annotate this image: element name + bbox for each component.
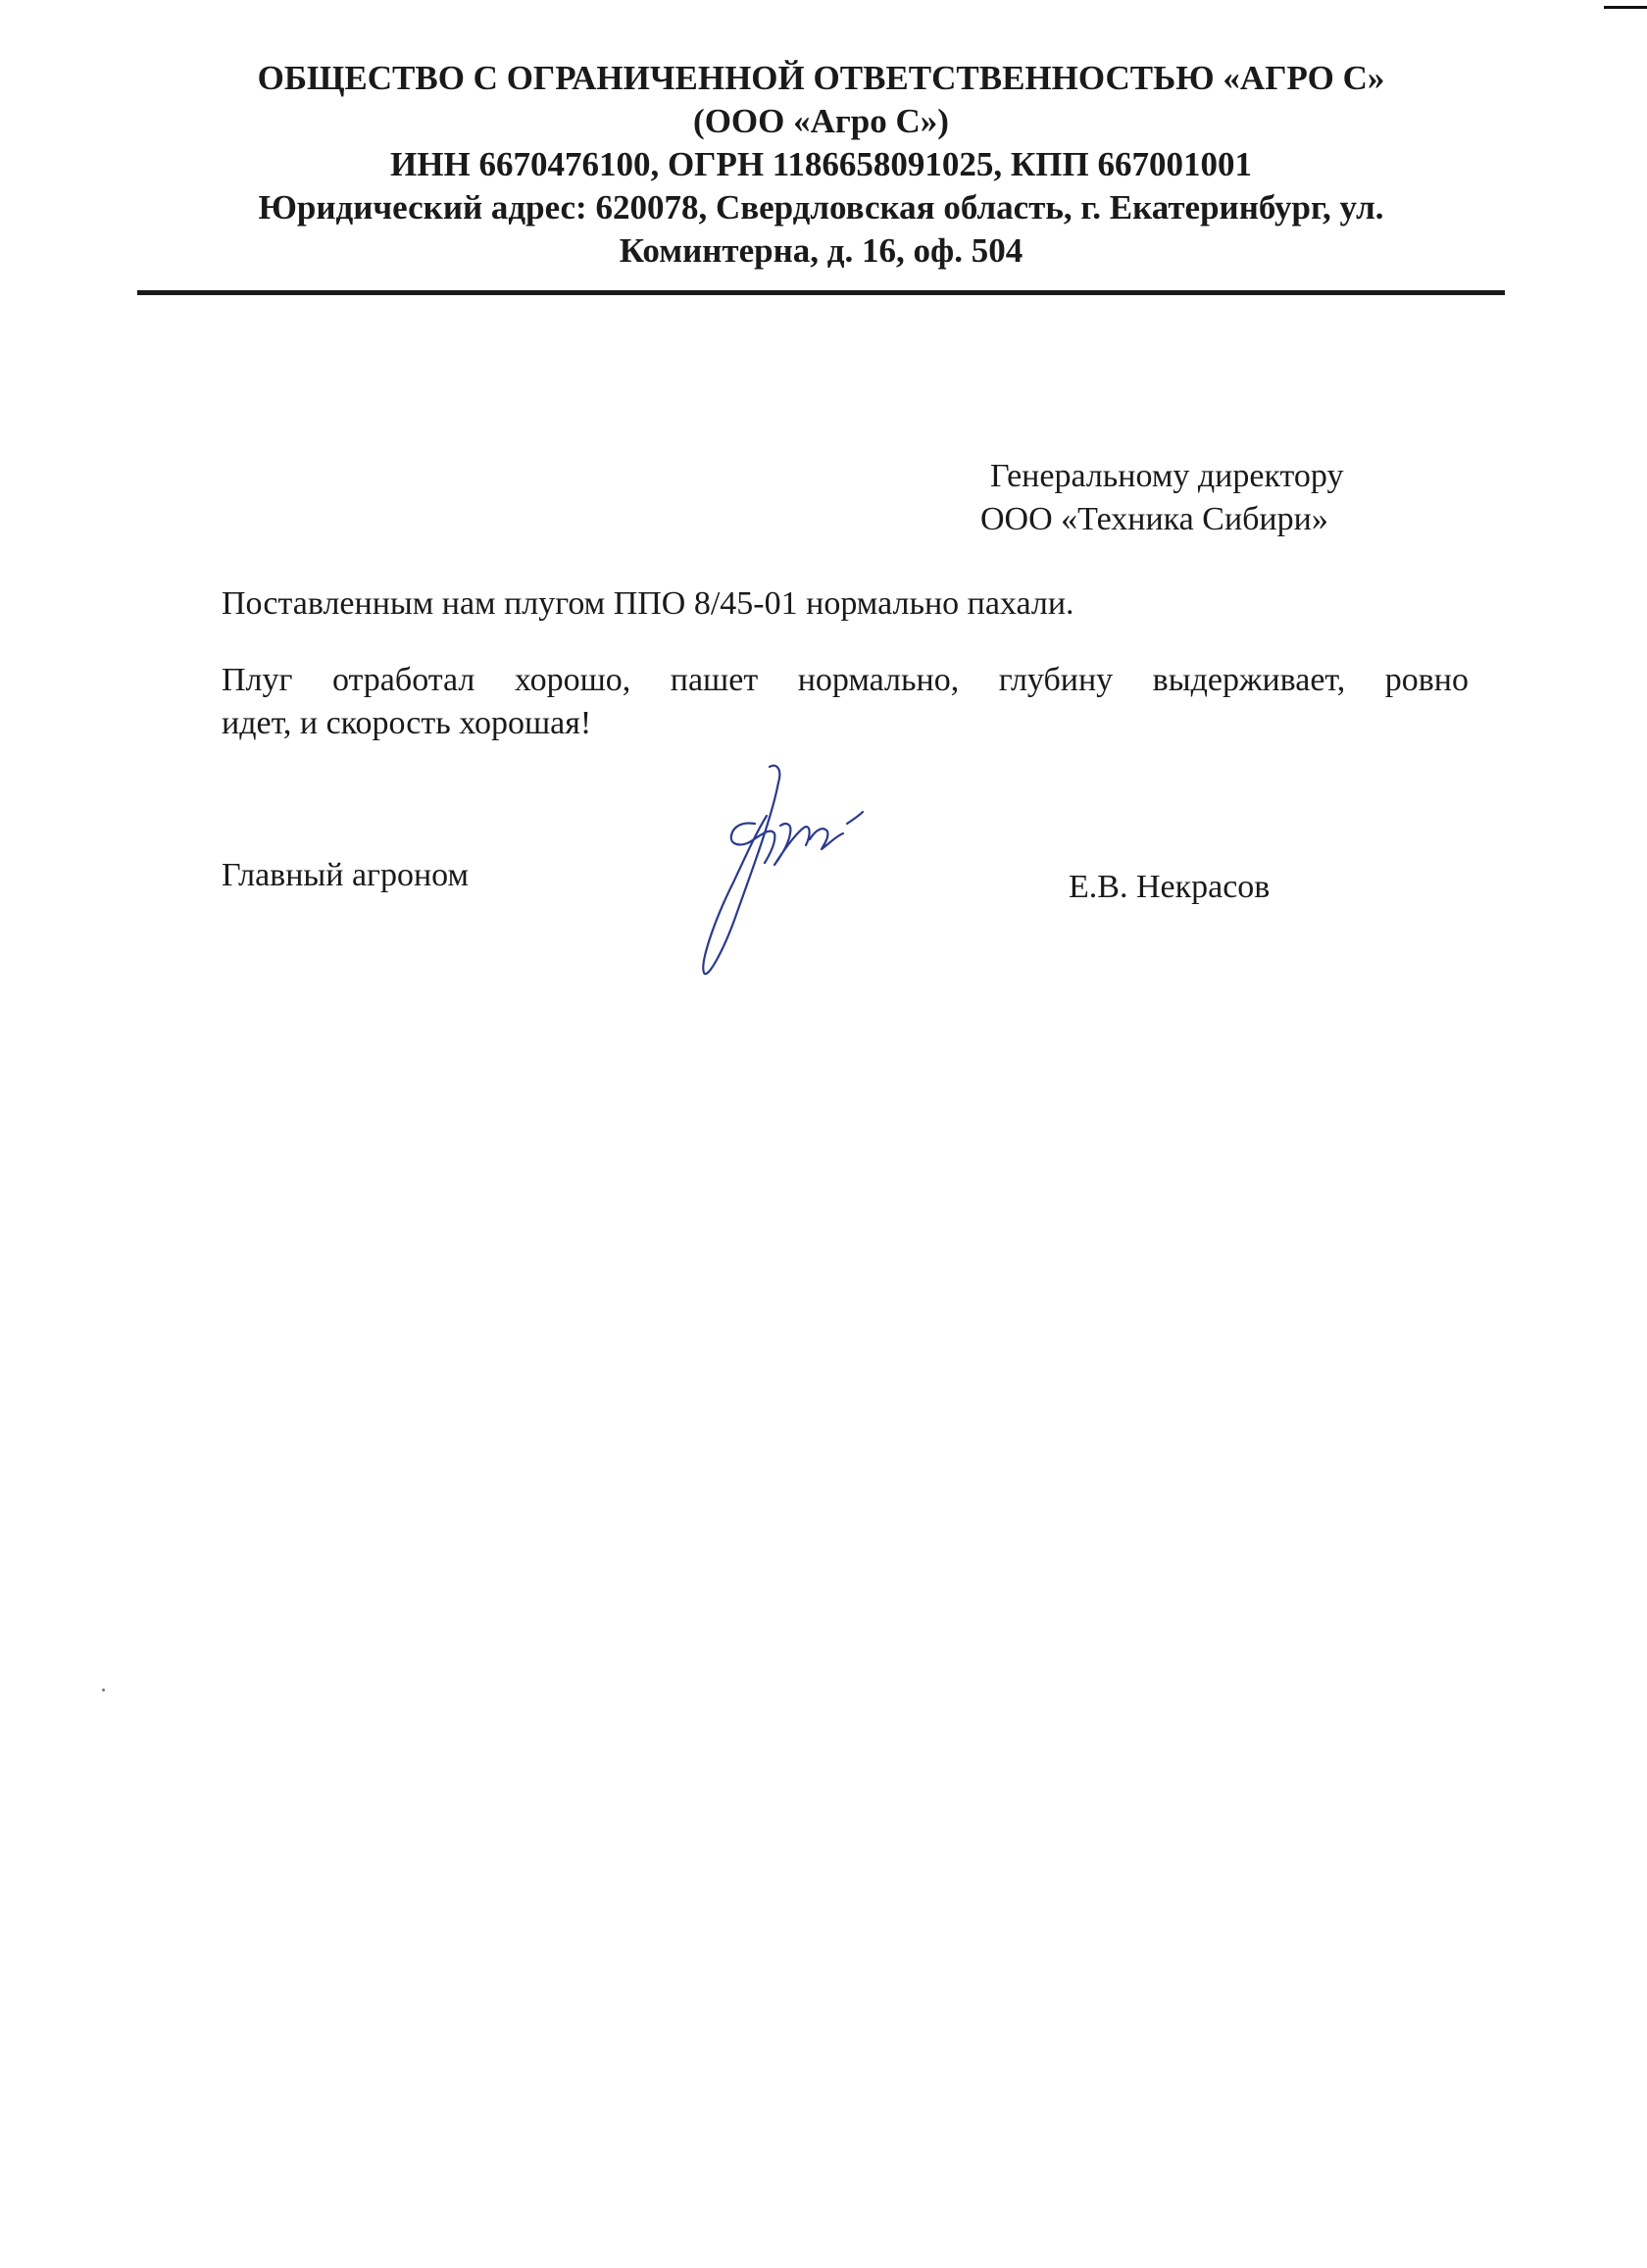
signatory-position: Главный агроном: [222, 857, 470, 893]
company-address-line2: Коминтерна, д. 16, оф. 504: [619, 231, 1023, 270]
letterhead: [137, 57, 1505, 273]
addressee: [980, 455, 1344, 541]
letterhead-divider: [137, 290, 1505, 295]
scan-speck: [102, 1688, 105, 1691]
body-paragraph-1: Поставленным нам плугом ППО 8/45-01 нормально пахали.: [222, 585, 1074, 622]
company-address-line1: Юридический адрес: 620078, Свердловская область, г. Екатеринбург, ул.: [258, 188, 1384, 227]
company-registration: ИНН 6670476100, ОГРН 1186658091025, КПП 667001001: [390, 145, 1252, 183]
body-paragraph-2: [222, 659, 1469, 745]
body-paragraph-2-line2: идет, и скорость хорошая!: [222, 705, 592, 741]
scan-corner-mark: [1604, 6, 1647, 9]
company-short-name: (ООО «Агро С»): [693, 102, 949, 140]
body-paragraph-2-line1: Плуг отработал хорошо, пашет нормально, глубину выдерживает, ровно: [222, 662, 1469, 698]
addressee-company: ООО «Техника Сибири»: [980, 501, 1328, 537]
company-full-name: ОБЩЕСТВО С ОГРАНИЧЕННОЙ ОТВЕТСТВЕННОСТЬЮ «АГРО С»: [257, 59, 1385, 97]
signatory-name: Е.В. Некрасов: [1069, 869, 1271, 905]
handwritten-signature: [686, 755, 902, 990]
addressee-title: Генеральному директору: [990, 458, 1344, 494]
